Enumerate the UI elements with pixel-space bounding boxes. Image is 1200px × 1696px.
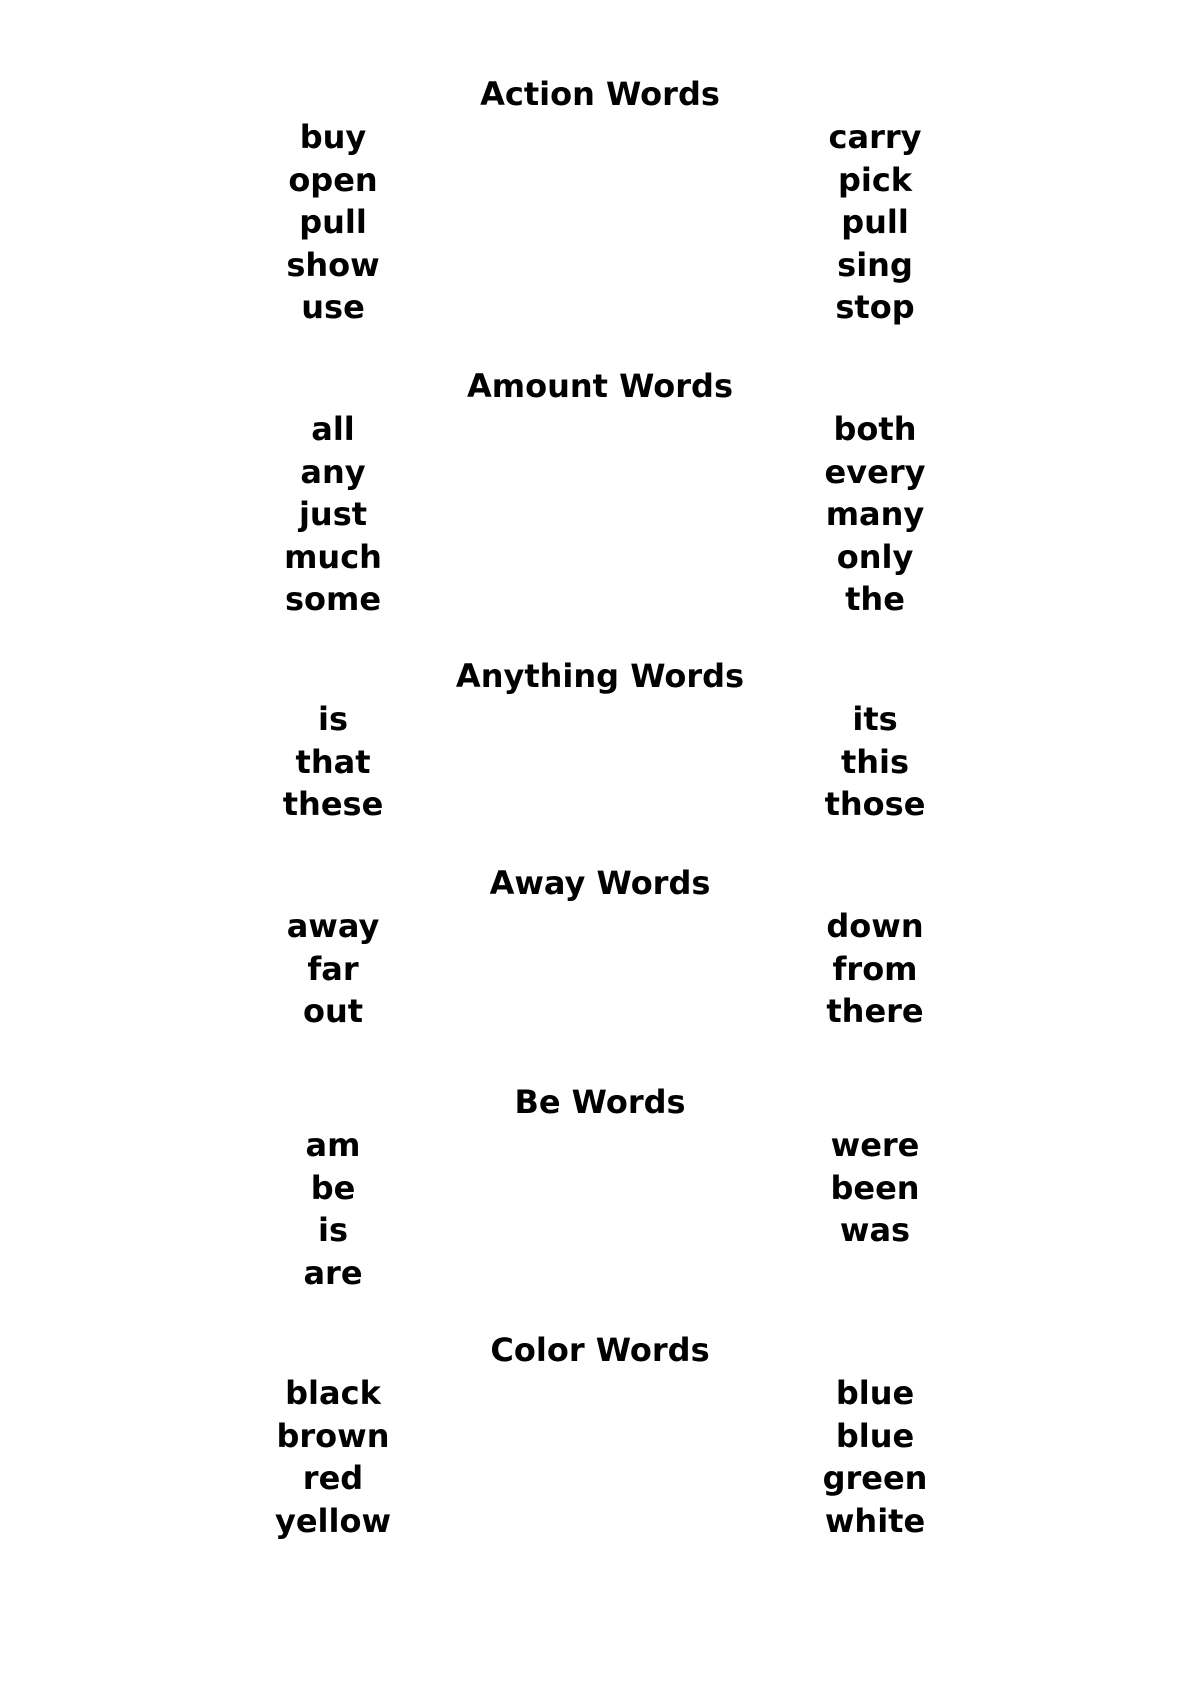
- word-item: are: [303, 1253, 363, 1292]
- word-item: yellow: [274, 1501, 392, 1540]
- word-item: use: [301, 288, 365, 326]
- word-item: were: [830, 1126, 920, 1164]
- word-item: pick: [837, 160, 913, 199]
- word-item: there: [826, 992, 924, 1030]
- word-item: been: [830, 1168, 920, 1207]
- word-item: pull: [841, 203, 909, 241]
- word-item: blue: [835, 1374, 915, 1412]
- word-item: brown: [276, 1416, 390, 1455]
- word-item: some: [284, 580, 382, 618]
- word-item: be: [310, 1168, 356, 1207]
- word-item: any: [300, 452, 366, 491]
- left-word-column: [233, 1372, 433, 1542]
- word-item: blue: [835, 1416, 915, 1455]
- word-item: just: [298, 495, 368, 533]
- left-word-column: [233, 1124, 433, 1294]
- word-item: is: [317, 700, 348, 738]
- left-word-column: [233, 116, 433, 329]
- word-item: that: [295, 742, 371, 781]
- section-heading: Action Words: [480, 75, 720, 113]
- right-word-column: [775, 698, 975, 826]
- right-word-column: [775, 408, 975, 621]
- section-heading: Color Words: [490, 1331, 710, 1369]
- section-heading: Be Words: [514, 1083, 686, 1121]
- word-item: open: [288, 160, 378, 199]
- word-item: many: [825, 495, 925, 533]
- word-item: every: [824, 452, 926, 491]
- word-item: much: [284, 537, 382, 576]
- word-item: those: [824, 785, 926, 823]
- word-item: sing: [837, 245, 913, 284]
- word-item: these: [282, 785, 384, 823]
- word-item: all: [311, 410, 355, 448]
- word-item: is: [317, 1211, 348, 1249]
- right-word-column: [775, 116, 975, 329]
- right-word-column: [775, 1124, 975, 1252]
- word-item: carry: [828, 118, 922, 156]
- section-heading: Away Words: [489, 864, 711, 902]
- word-item: down: [826, 907, 924, 945]
- word-item: stop: [835, 288, 915, 326]
- left-word-column: [233, 698, 433, 826]
- left-word-column: [233, 905, 433, 1033]
- word-item: buy: [299, 118, 367, 156]
- right-word-column: [775, 905, 975, 1033]
- section-heading: Amount Words: [467, 367, 733, 405]
- word-item: away: [286, 907, 380, 945]
- word-item: red: [302, 1459, 364, 1497]
- word-item: only: [836, 537, 914, 576]
- word-item: both: [833, 410, 917, 448]
- word-item: out: [302, 992, 364, 1030]
- word-item: black: [285, 1374, 381, 1412]
- right-word-column: [775, 1372, 975, 1542]
- word-item: white: [824, 1501, 926, 1540]
- word-item: far: [307, 949, 359, 988]
- word-item: pull: [299, 203, 367, 241]
- word-item: green: [822, 1459, 928, 1497]
- section-heading: Anything Words: [455, 657, 745, 695]
- word-item: am: [305, 1126, 361, 1164]
- word-item: show: [286, 245, 380, 284]
- word-item: was: [839, 1211, 911, 1249]
- word-item: this: [840, 742, 910, 781]
- word-item: its: [852, 700, 898, 738]
- word-item: the: [845, 580, 905, 618]
- left-word-column: [233, 408, 433, 621]
- word-item: from: [832, 949, 918, 988]
